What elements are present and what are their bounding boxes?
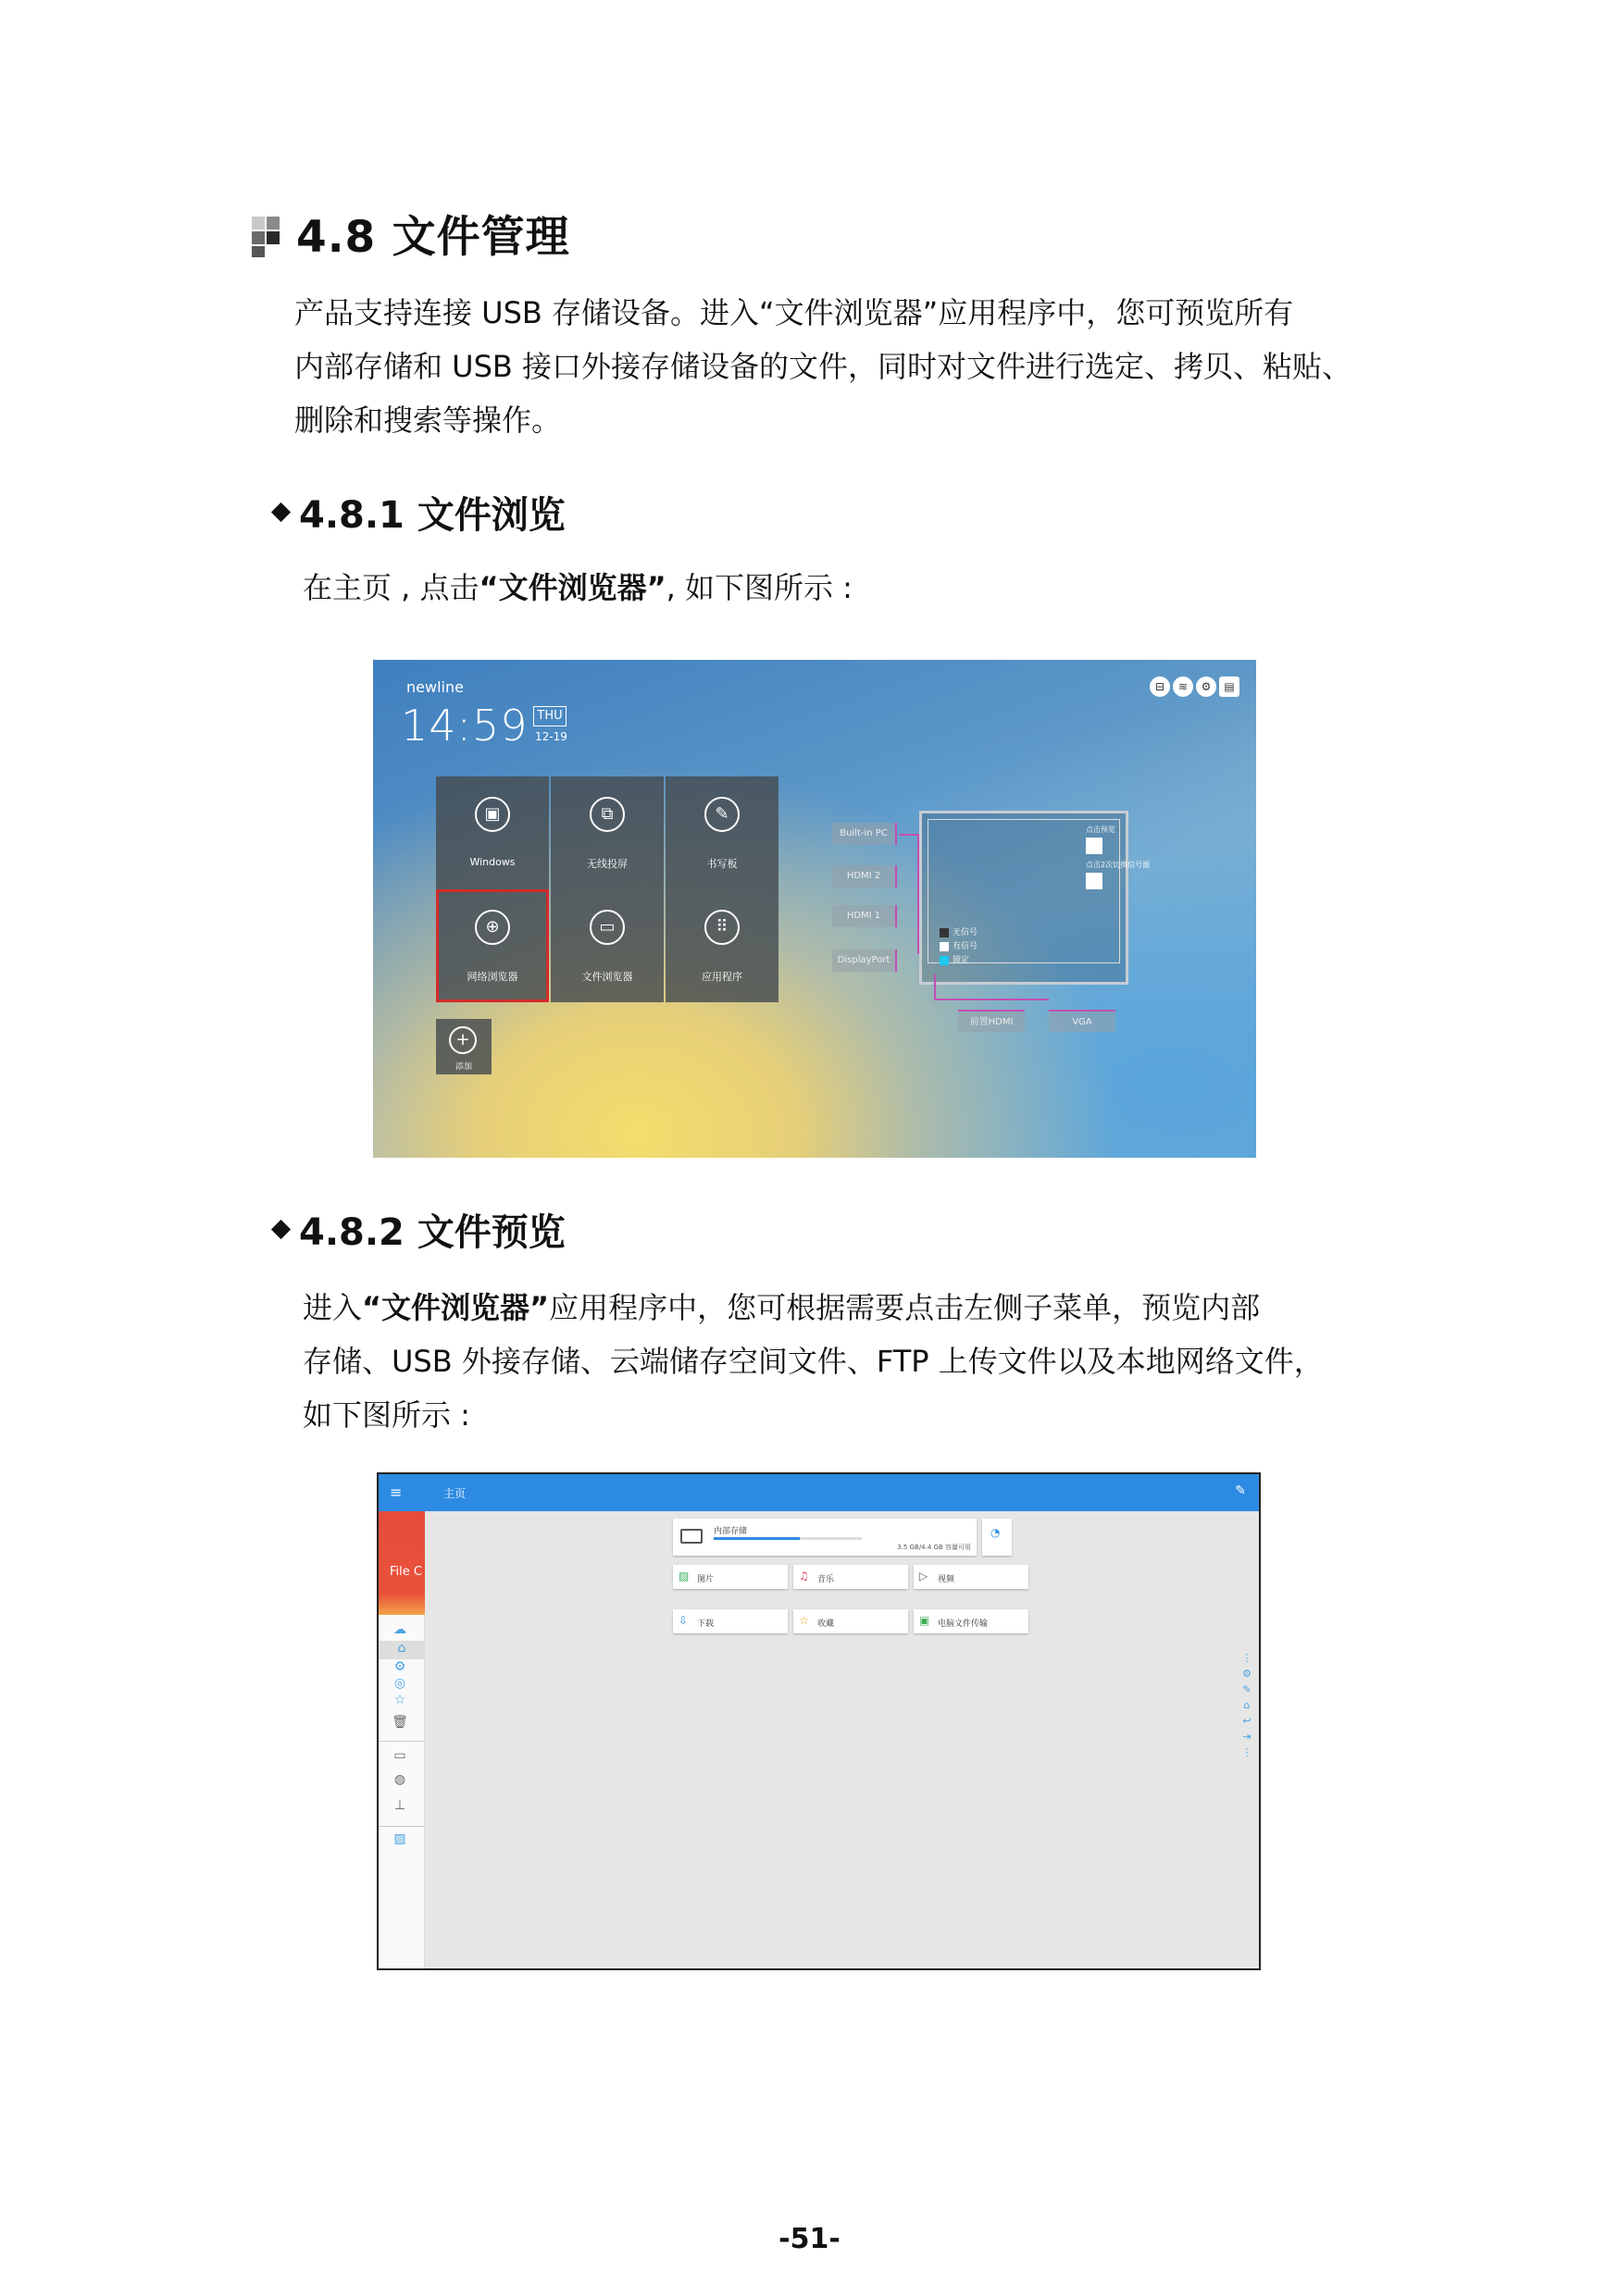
pc-transfer-icon[interactable]: ▨ bbox=[393, 1831, 406, 1846]
exit-icon[interactable]: ⇥ bbox=[1242, 1731, 1252, 1743]
hamburger-menu-icon[interactable]: ≡ bbox=[390, 1483, 403, 1501]
more-icon[interactable]: ⋮ bbox=[1241, 1746, 1252, 1758]
source-vga[interactable]: VGA bbox=[1049, 1010, 1115, 1032]
gear-icon[interactable]: ⚙ bbox=[1196, 676, 1216, 697]
trash-icon[interactable]: 🗑 bbox=[392, 1715, 408, 1730]
storage-device-icon bbox=[680, 1529, 703, 1544]
category-label: 视频 bbox=[938, 1575, 955, 1584]
storage-usage-bar bbox=[714, 1537, 862, 1540]
intro-line: 删除和搜索等操作。 bbox=[294, 403, 562, 438]
subsection-heading-2 bbox=[274, 1207, 566, 1254]
star-icon: ☆ bbox=[799, 1614, 809, 1627]
sub2-line: 存储、USB 外接存储、云端储存空间文件、FTP 上传文件以及本地网络文件， bbox=[303, 1344, 1324, 1379]
heading-square-icon bbox=[252, 209, 289, 257]
intro-paragraph bbox=[294, 286, 1351, 447]
sub1-bold: “文件浏览器” bbox=[479, 570, 666, 605]
cast-icon: ⧉ bbox=[590, 797, 625, 832]
mini-label: 点击2次切换信号源 bbox=[1086, 861, 1151, 869]
globe-icon: ⊕ bbox=[475, 910, 510, 945]
image-icon: ▨ bbox=[679, 1570, 690, 1582]
storage-label: 内部存储 bbox=[714, 1527, 748, 1536]
file-browser-screenshot bbox=[377, 1472, 1261, 1970]
document-icon[interactable]: ▤ bbox=[1219, 676, 1239, 697]
intro-line: 内部存储和 USB 接口外接存储设备的文件，同时对文件进行选定、拷贝、粘贴、 bbox=[294, 349, 1352, 384]
sub2-text: 进入 bbox=[303, 1290, 363, 1325]
home-screen-screenshot bbox=[373, 660, 1256, 1158]
subsection-title: 4.8.1 文件浏览 bbox=[299, 493, 566, 537]
download-icon: ⇩ bbox=[679, 1614, 689, 1627]
pc-transfer-icon: ▣ bbox=[919, 1614, 930, 1627]
tile-label: 应用程序 bbox=[702, 971, 742, 983]
tile-add[interactable] bbox=[436, 1019, 492, 1074]
clock-day: THU bbox=[533, 706, 567, 726]
storage-chart-button[interactable] bbox=[982, 1519, 1012, 1556]
subsection-title: 4.8.2 文件预览 bbox=[299, 1210, 566, 1254]
home-icon[interactable]: ⌂ bbox=[379, 1641, 425, 1659]
category-label: 下载 bbox=[697, 1620, 715, 1629]
device-icon[interactable]: ▭ bbox=[393, 1748, 406, 1763]
section-heading bbox=[252, 205, 570, 261]
sub1-paragraph bbox=[303, 561, 853, 614]
legend-label: 锁定 bbox=[953, 956, 970, 965]
settings-icon[interactable]: ⚙ bbox=[393, 1659, 406, 1674]
back-icon[interactable]: ↩ bbox=[1242, 1715, 1252, 1727]
right-toolbar bbox=[1240, 1650, 1253, 1760]
cloud-icon[interactable]: ☁ bbox=[393, 1622, 406, 1637]
category-downloads[interactable] bbox=[673, 1609, 788, 1633]
tile-web-browser[interactable] bbox=[436, 889, 549, 1002]
source-hdmi-1[interactable]: HDMI 1 bbox=[832, 905, 897, 927]
preview-hint bbox=[1086, 825, 1115, 854]
tile-label: 网络浏览器 bbox=[467, 971, 518, 983]
usb-icon[interactable]: ⊟ bbox=[1150, 676, 1170, 697]
target-icon[interactable]: ◎ bbox=[393, 1676, 406, 1691]
tile-label: 书写板 bbox=[706, 858, 738, 870]
sub2-text-end: 应用程序中，您可根据需要点击左侧子菜单，预览内部 bbox=[549, 1290, 1261, 1325]
brand-logo: newline bbox=[406, 678, 464, 696]
category-label: 图片 bbox=[697, 1575, 715, 1584]
plus-icon: + bbox=[449, 1026, 477, 1054]
sub1-text-end: , 如下图所示 : bbox=[666, 570, 853, 605]
category-favorites[interactable] bbox=[793, 1609, 908, 1633]
monitor-icon: ▣ bbox=[475, 797, 510, 832]
sub2-paragraph bbox=[303, 1281, 1324, 1442]
legend-label: 无信号 bbox=[953, 928, 978, 937]
mini-label: 点击预览 bbox=[1086, 825, 1115, 834]
pen-icon: ✎ bbox=[704, 797, 740, 832]
category-pictures[interactable] bbox=[673, 1565, 788, 1589]
intro-line: 产品支持连接 USB 存储设备。进入“文件浏览器”应用程序中，您可预览所有 bbox=[294, 295, 1294, 330]
tile-windows[interactable] bbox=[436, 776, 549, 889]
page-number: -51- bbox=[778, 2223, 841, 2255]
switch-hint bbox=[1086, 860, 1150, 889]
category-pc-transfer[interactable] bbox=[914, 1609, 1028, 1633]
folder-icon: ▭ bbox=[590, 910, 625, 945]
apps-grid-icon: ⠿ bbox=[704, 910, 740, 945]
legend-item bbox=[940, 940, 978, 954]
tile-file-browser[interactable] bbox=[551, 889, 664, 1002]
app-title: File C bbox=[390, 1565, 422, 1579]
video-icon: ▷ bbox=[919, 1570, 928, 1582]
pie-chart-icon: ◔ bbox=[990, 1526, 1001, 1539]
home-icon[interactable]: ⌂ bbox=[1243, 1699, 1251, 1711]
storage-capacity: 3.5 GB/4.4 GB 容量可用 bbox=[897, 1544, 971, 1551]
sub1-text: 在主页 , 点击 bbox=[303, 570, 479, 605]
sub2-bold: “文件浏览器” bbox=[362, 1290, 550, 1325]
category-label: 电脑文件传输 bbox=[938, 1620, 989, 1629]
star-icon[interactable]: ☆ bbox=[393, 1693, 406, 1707]
source-hdmi-2[interactable]: HDMI 2 bbox=[832, 865, 897, 887]
lan-icon[interactable]: ⊥ bbox=[393, 1798, 406, 1813]
category-label: 音乐 bbox=[817, 1575, 835, 1584]
internal-storage-card[interactable] bbox=[673, 1519, 977, 1556]
settings-icon[interactable]: ⚙ bbox=[1242, 1668, 1252, 1680]
breadcrumb[interactable]: 主页 bbox=[443, 1487, 467, 1500]
diamond-bullet-icon bbox=[271, 502, 291, 521]
tile-label: 文件浏览器 bbox=[581, 971, 633, 983]
source-front-hdmi[interactable]: 前置HDMI bbox=[958, 1010, 1025, 1032]
music-icon: ♫ bbox=[799, 1570, 809, 1582]
file-browser-toolbar bbox=[379, 1474, 1259, 1511]
section-title: 4.8 文件管理 bbox=[296, 211, 570, 263]
file-browser-sidebar bbox=[379, 1511, 425, 1968]
tile-applications[interactable] bbox=[666, 889, 778, 1002]
tile-label: Windows bbox=[469, 856, 516, 868]
source-displayport[interactable]: DisplayPort bbox=[832, 949, 897, 972]
subsection-heading-1 bbox=[274, 490, 566, 537]
diamond-bullet-icon bbox=[271, 1219, 291, 1238]
edit-icon[interactable]: ✎ bbox=[1235, 1483, 1246, 1498]
wifi-icon[interactable]: ≋ bbox=[1173, 676, 1193, 697]
signal-legend bbox=[940, 926, 978, 968]
app-banner bbox=[379, 1511, 425, 1615]
tile-wireless-cast[interactable] bbox=[551, 776, 664, 889]
legend-label: 有信号 bbox=[953, 942, 978, 951]
sub2-line bbox=[303, 1281, 1324, 1334]
tile-label: 添加 bbox=[455, 1062, 472, 1072]
more-icon[interactable]: ⋮ bbox=[1241, 1652, 1252, 1664]
clock-date: 12-19 bbox=[535, 730, 567, 743]
source-built-in-pc[interactable]: Built-in PC bbox=[832, 823, 897, 845]
legend-item bbox=[940, 954, 978, 968]
tile-whiteboard[interactable] bbox=[666, 776, 778, 889]
sub2-line: 如下图所示 : bbox=[303, 1397, 470, 1433]
legend-item bbox=[940, 926, 978, 940]
edit-icon[interactable]: ✎ bbox=[1242, 1683, 1252, 1695]
category-music[interactable] bbox=[793, 1565, 908, 1589]
clock-time: 14:59 bbox=[401, 701, 529, 751]
category-label: 收藏 bbox=[817, 1620, 835, 1629]
tile-label: 无线投屏 bbox=[587, 858, 628, 870]
top-icon-bar bbox=[1150, 676, 1239, 697]
category-video[interactable] bbox=[914, 1565, 1028, 1589]
network-icon[interactable]: ◍ bbox=[393, 1772, 406, 1787]
